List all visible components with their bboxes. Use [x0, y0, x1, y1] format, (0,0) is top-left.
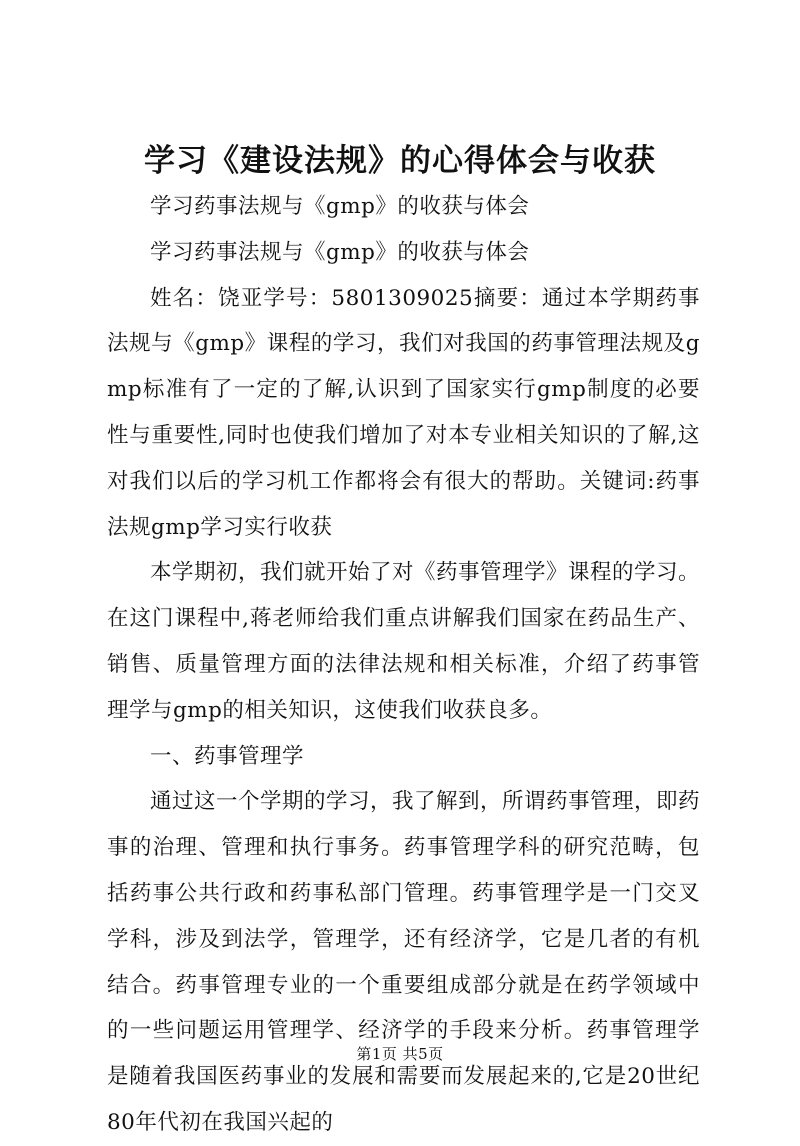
section-heading: 一、药事管理学	[150, 743, 305, 769]
page-number-footer: 第1页 共5页	[356, 1045, 444, 1063]
document-body	[107, 184, 700, 1146]
subtitle-line: 学习药事法规与《gmp》的收获与体会	[150, 239, 530, 265]
subtitle-line: 学习药事法规与《gmp》的收获与体会	[150, 194, 530, 219]
document-title: 学习《建设法规》的心得体会与收获	[144, 143, 656, 179]
body-paragraph: 通过这一个学期的学习，我了解到，所谓药事管理，即药事的治理、管理和执行事务。药事管理学科的研究范畴，包括药事公共行政和药事私部门管理。药事管理学是一门交叉学科，涉及到法学，管理学，还有经济学，它是几者的有机结合。药事管理专业的一个重要组成部分就是在药学领域中的一些问题运用管理学、经济学的手段来分析。药事管理学是随着我国医药事业的发展和需要而发展起来的,它是20世纪80年代初在我国兴起的	[107, 789, 701, 1135]
abstract-paragraph: 姓名：饶亚学号：5801309025摘要：通过本学期药事法规与《gmp》课程的学习，我们对我国的药事管理法规及gmp标准有了一定的了解,认识到了国家实行gmp制度的必要性与重要性,同时也使我们增加了对本专业相关知识的了解,这对我们以后的学习机工作都将会有很大的帮助。关键词:药事法规gmp学习实行收获	[107, 285, 700, 540]
body-paragraph: 本学期初，我们就开始了对《药事管理学》课程的学习。在这门课程中,蒋老师给我们重点讲解我们国家在药品生产、销售、质量管理方面的法律法规和相关标准，介绍了药事管理学与gmp的相关知识，这使我们收获良多。	[107, 560, 701, 723]
